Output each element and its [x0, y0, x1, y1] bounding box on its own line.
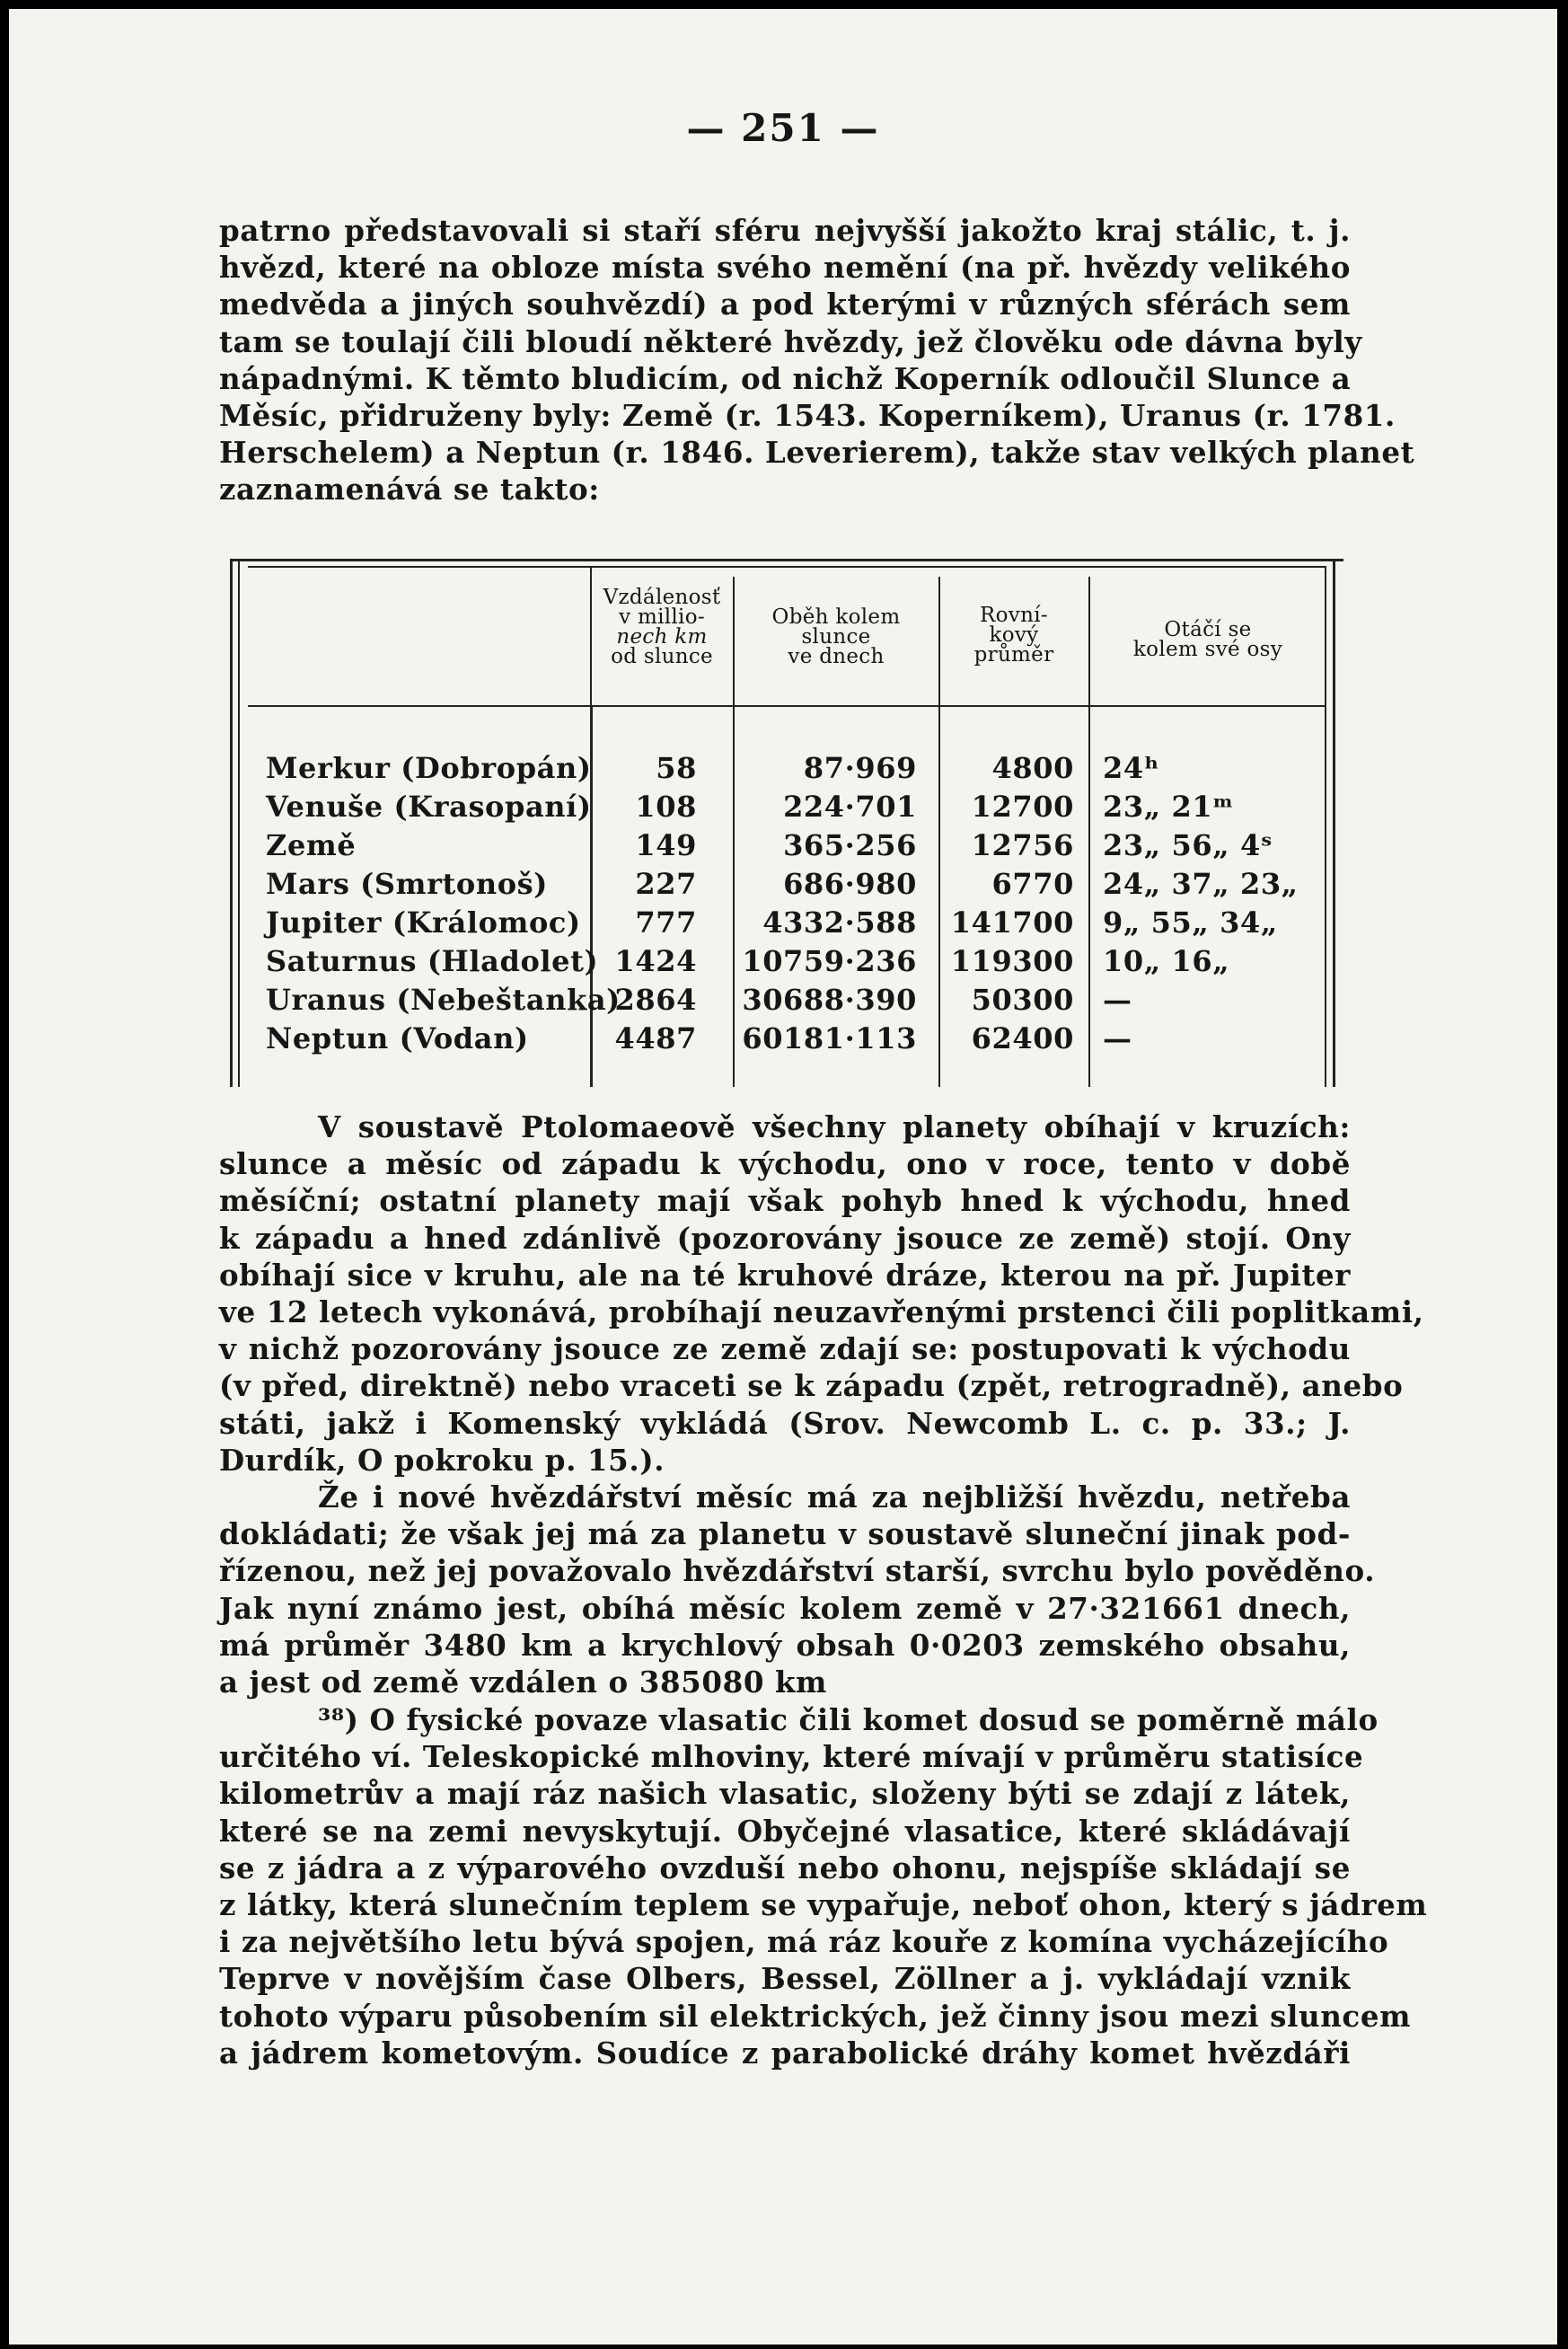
header-line: kolem své osy [1132, 638, 1283, 661]
planet-name: Uranus (Nebeštanka) [266, 983, 621, 1017]
text-line: se z jádra a z výparového ovzduší nebo ohonu, nejspíše skládají se [219, 1850, 1351, 1885]
text-line: nápadnými. K těmto bludicím, od nichž Koperník odloučil Slunce a [219, 360, 1352, 396]
text-line: Měsíc, přidruženy byly: Země (r. 1543. Koperníkem), Uranus (r. 1781. [219, 398, 1396, 434]
planet-name: Saturnus (Hladolet) [266, 944, 599, 978]
header-line: slunce [801, 625, 871, 649]
table-row [230, 788, 1326, 826]
text-line: Durdík, O pokroku p. 15.). [219, 1442, 665, 1478]
diameter-cell: 12756 [971, 828, 1074, 862]
ptolemy-paragraph [219, 1108, 1424, 1479]
header-line: nech km [616, 625, 708, 649]
planet-name: Merkur (Dobropán) [266, 751, 592, 785]
distance-cell: 1424 [614, 944, 697, 978]
text-line: Jak nyní známo jest, obíhá měsíc kolem země v 27·321661 dnech, [219, 1590, 1351, 1626]
rotation-cell: 24„ 37„ 23„ [1103, 867, 1299, 901]
text-line: státi, jakž i Komenský vykládá (Srov. Newcomb L. c. p. 33.; J. [219, 1405, 1351, 1441]
distance-cell: 2864 [614, 983, 697, 1017]
header-line: ve dnech [788, 645, 885, 668]
distance-cell: 108 [635, 790, 697, 824]
rotation-cell: — [1103, 1021, 1132, 1055]
orbit-cell: 10759·236 [742, 944, 917, 978]
text-line: patrno představovali si staří sféru nejvyšší jakožto kraj stálic, t. j. [219, 213, 1351, 248]
distance-cell: 227 [635, 867, 697, 901]
text-line: Herschelem) a Neptun (r. 1846. Leverierem), takže stav velkých planet [219, 435, 1415, 471]
text-line: V soustavě Ptolomaeově všechny planety obíhají v kruzích: [318, 1109, 1351, 1144]
text-line: z látky, která slunečním teplem se vypařuje, neboť ohon, který s jádrem [219, 1887, 1428, 1923]
table-right-border [1333, 559, 1335, 1087]
header-line: Otáčí se [1164, 618, 1252, 641]
orbit-cell: 365·256 [783, 828, 917, 862]
diameter-cell: 62400 [971, 1021, 1074, 1055]
rotation-cell: 24ʰ [1103, 751, 1160, 785]
text-line: ve 12 letech vykonává, probíhají neuzavřenými prstenci čili poplitkami, [219, 1294, 1424, 1330]
distance-cell: 777 [635, 905, 697, 940]
table-row [230, 904, 1326, 941]
text-line: které se na zemi nevyskytují. Obyčejné vlasatice, které skládávají [219, 1813, 1351, 1849]
text-line: zaznamenává se takto: [219, 472, 600, 508]
planet-name: Země [266, 828, 357, 862]
text-line: a jest od země vzdálen o 385080 km [219, 1665, 828, 1700]
text-line: hvězd, které na obloze místa svého nemění (na př. hvězdy velikého [219, 250, 1351, 286]
text-line: má průměr 3480 km a krychlový obsah 0·0203 zemského obsahu, [219, 1627, 1351, 1663]
orbit-cell: 30688·390 [742, 983, 917, 1017]
planet-name: Jupiter (Králomoc) [266, 905, 581, 940]
text-line: měsíční; ostatní planety mají však pohyb hned k východu, hned [219, 1183, 1351, 1219]
rotation-cell: 23„ 56„ 4ˢ [1103, 828, 1273, 862]
header-line: v millio- [619, 605, 705, 629]
table-row [230, 1020, 1326, 1057]
orbit-cell: 87·969 [803, 751, 917, 785]
diameter-cell: 12700 [971, 790, 1074, 824]
distance-cell: 58 [656, 751, 697, 785]
text-line: tohoto výparu působením sil elektrických, jež činny jsou mezi sluncem [219, 1998, 1412, 2034]
text-line: a jádrem kometovým. Soudíce z parabolické dráhy komet hvězdáři [219, 2035, 1351, 2071]
table-header-rule [248, 705, 1326, 707]
header-distance [595, 587, 729, 667]
orbit-cell: 224·701 [783, 790, 917, 824]
text-line: Teprve v novějším čase Olbers, Bessel, Zöllner a j. vykládají vznik [219, 1961, 1351, 1997]
comet-paragraph [219, 1701, 1428, 2071]
diameter-cell: 119300 [950, 944, 1074, 978]
moon-paragraph [219, 1479, 1376, 1700]
text-line: medvěda a jiných souhvězdí) a pod kterými v různých sférách sem [219, 287, 1351, 322]
text-line: slunce a měsíc od západu k východu, ono v roce, tento v době [219, 1146, 1351, 1182]
diameter-cell: 4800 [991, 751, 1074, 785]
orbit-cell: 686·980 [783, 867, 917, 901]
planet-name: Mars (Smrtonoš) [266, 867, 549, 901]
distance-cell: 149 [635, 828, 697, 862]
planet-table [230, 559, 1343, 1087]
header-diameter [942, 605, 1086, 665]
header-line: Vzdálenosť [603, 586, 721, 609]
rotation-cell: 9„ 55„ 34„ [1103, 905, 1278, 940]
distance-cell: 4487 [614, 1021, 697, 1055]
text-line: obíhají sice v kruhu, ale na té kruhové dráze, kterou na př. Jupiter [219, 1257, 1351, 1293]
text-line: tam se toulají čili bloudí některé hvězdy, jež člověku ode dávna byly [219, 323, 1362, 359]
table-col-divider [590, 566, 592, 708]
table-row [230, 981, 1326, 1019]
header-line: od slunce [611, 645, 713, 668]
diameter-cell: 50300 [971, 983, 1074, 1017]
header-line: Oběh kolem [771, 605, 901, 629]
text-line: řízenou, než jej považovalo hvězdářství starší, svrchu bylo pověděno. [219, 1553, 1376, 1589]
planet-name: Venuše (Krasopaní) [266, 790, 592, 824]
page-number: — 251 — [686, 106, 880, 150]
table-row [230, 942, 1326, 980]
text-line: i za největšího letu bývá spojen, má ráz kouře z komína vycházejícího [219, 1924, 1389, 1960]
table-top-rule-inner [248, 566, 1326, 568]
text-line: Že i nové hvězdářství měsíc má za nejbližší hvězdu, netřeba [318, 1479, 1351, 1514]
rotation-cell: 23„ 21ᵐ [1103, 790, 1235, 824]
intro-paragraph [219, 212, 1415, 508]
orbit-cell: 60181·113 [742, 1021, 917, 1055]
table-top-rule [230, 559, 1343, 561]
table-row [230, 826, 1326, 864]
text-line: dokládati; že však jej má za planetu v soustavě sluneční jinak pod- [219, 1516, 1351, 1552]
text-line: v nichž pozorovány jsouce ze země zdají se: postupovati k východu [219, 1331, 1351, 1367]
text-line: ³⁸) O fysické povaze vlasatic čili komet dosud se poměrně málo [318, 1702, 1379, 1737]
table-row [230, 749, 1326, 787]
table-row [230, 865, 1326, 903]
text-line: kilometrův a mají ráz našich vlasatic, složeny býti se zdají z látek, [219, 1776, 1351, 1812]
header-line: průměr [973, 643, 1054, 667]
header-line: kový [989, 623, 1039, 647]
rotation-cell: 10„ 16„ [1103, 944, 1230, 978]
rotation-cell: — [1103, 983, 1132, 1017]
header-rotation [1092, 620, 1324, 659]
diameter-cell: 6770 [991, 867, 1074, 901]
text-line: určitého ví. Teleskopické mlhoviny, které mívají v průměru statisíce [219, 1739, 1364, 1775]
orbit-cell: 4332·588 [762, 905, 917, 940]
header-orbit [736, 607, 936, 667]
book-page [9, 9, 1557, 2345]
header-line: Rovní- [980, 604, 1048, 627]
planet-name: Neptun (Vodan) [266, 1021, 529, 1055]
diameter-cell: 141700 [950, 905, 1074, 940]
text-line: k západu a hned zdánlivě (pozorovány jsouce ze země) stojí. Ony [219, 1220, 1351, 1256]
text-line: (v před, direktně) nebo vraceti se k západu (zpět, retrogradně), anebo [219, 1368, 1404, 1404]
